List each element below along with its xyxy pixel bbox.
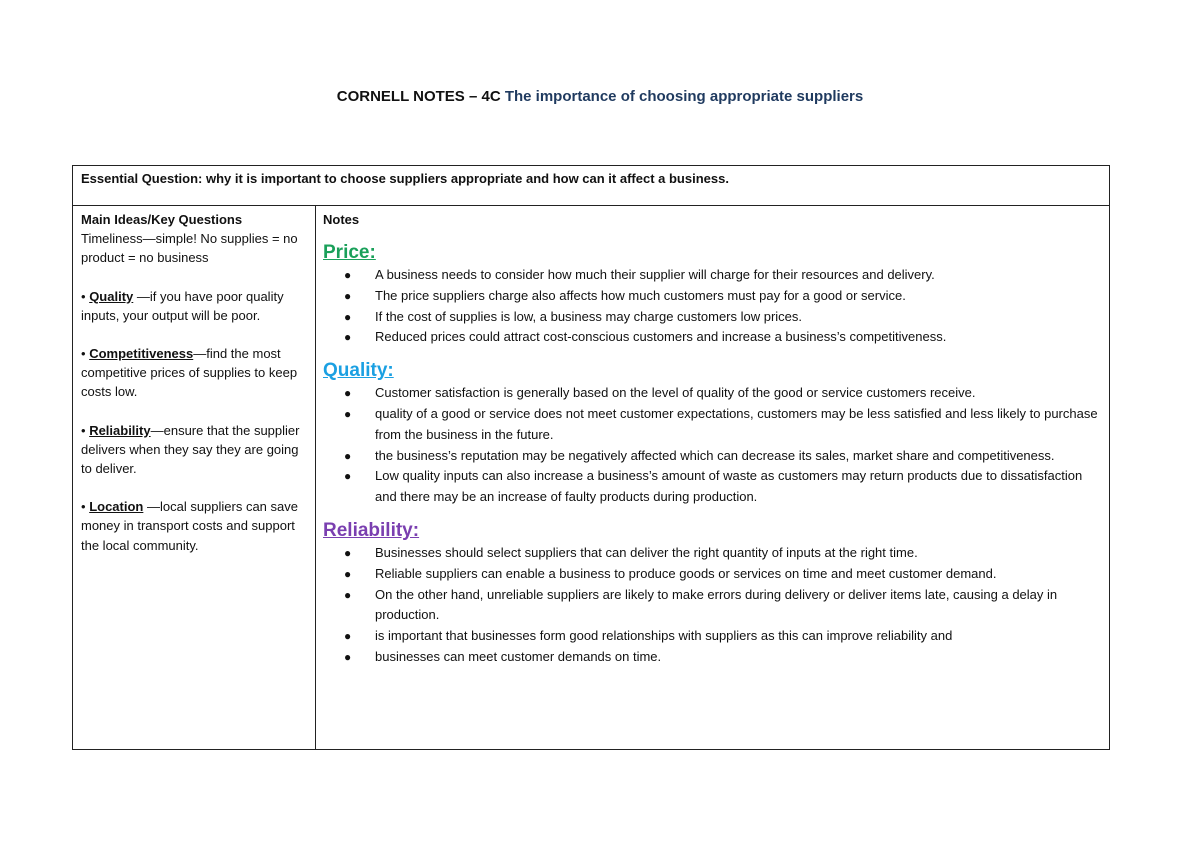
bullet-icon: ●	[344, 386, 352, 401]
key-idea-location	[81, 497, 307, 555]
list-item	[323, 543, 1103, 564]
key-idea-keyword: Competitiveness	[89, 346, 194, 362]
list-item	[323, 446, 1103, 467]
timeliness-intro: Timeliness—simple! No supplies = no product = no business	[81, 231, 298, 266]
list-item-text: The price suppliers charge also affects how much customers must pay for a good or service.	[375, 287, 906, 303]
list-item	[323, 564, 1103, 585]
key-idea-text: —local suppliers can save money in transport costs and support the local community.	[81, 499, 298, 553]
list-item	[323, 286, 1103, 307]
page-title	[0, 88, 1200, 105]
bullet-icon: ●	[344, 469, 352, 484]
title-rest: The importance of choosing appropriate suppliers	[500, 88, 864, 105]
key-idea-text: —ensure that the supplier delivers when they say they are going to deliver.	[81, 422, 300, 477]
list-item-text: Reduced prices could attract cost-conscious customers and increase a business’s competitiveness.	[375, 329, 947, 345]
list-item-text: is important that businesses form good relationships with suppliers as this can improve reliability and	[375, 628, 953, 644]
list-item	[323, 404, 1103, 446]
bullet-icon: ●	[344, 309, 352, 324]
reliability-bullet-list	[323, 543, 1103, 668]
section-heading-reliability: Reliability:	[323, 519, 420, 541]
bullet: •	[81, 288, 86, 304]
main-ideas-header: Main Ideas/Key Questions	[81, 212, 243, 227]
notes-column	[323, 210, 1103, 668]
list-item	[323, 265, 1103, 286]
bullet-icon: ●	[344, 268, 352, 282]
section-heading-quality: Quality:	[323, 360, 394, 382]
bullet: •	[81, 499, 86, 515]
list-item-text: If the cost of supplies is low, a business may charge customers low prices.	[375, 308, 803, 324]
list-item-text: Low quality inputs can also increase a business’s amount of waste as customers may return products due to dissatisfaction and there may be an increase of faulty products during production.	[375, 468, 1083, 505]
bullet: •	[81, 422, 86, 438]
bullet-icon: ●	[344, 406, 352, 421]
list-item	[323, 383, 1103, 404]
price-bullet-list	[323, 265, 1103, 348]
bullet: •	[81, 346, 86, 362]
key-idea-competitiveness	[81, 344, 307, 402]
list-item-text: On the other hand, unreliable suppliers are likely to make errors during delivery or deliver items late, causing a delay in production.	[375, 586, 1058, 623]
section-heading-price: Price:	[323, 242, 376, 263]
list-item-text: Businesses should select suppliers that can deliver the right quantity of inputs at the right time.	[375, 544, 918, 560]
notes-header: Notes	[323, 212, 360, 227]
key-idea-text: —if you have poor quality inputs, your output will be poor.	[81, 288, 284, 323]
title-prefix: CORNELL NOTES – 4C	[336, 88, 501, 105]
bullet-icon: ●	[344, 566, 352, 581]
bullet-icon: ●	[344, 330, 352, 345]
list-item	[323, 647, 1103, 668]
list-item-text: the business’s reputation may be negatively affected which can decrease its sales, market share and competitiveness.	[375, 447, 1055, 463]
key-idea-keyword: Reliability	[89, 422, 151, 438]
list-item	[323, 307, 1103, 328]
quality-bullet-list	[323, 383, 1103, 508]
list-item-text: quality of a good or service does not meet customer expectations, customers may be less satisfied and less likely to purchase from the business in the future.	[375, 405, 1098, 442]
list-item-text: businesses can meet customer demands on time.	[375, 648, 662, 664]
list-item-text: Customer satisfaction is generally based on the level of quality of the good or service customers receive.	[375, 385, 976, 401]
key-idea-keyword: Quality	[89, 288, 134, 304]
bullet-icon: ●	[344, 587, 352, 602]
main-ideas-column	[81, 210, 307, 555]
list-item	[323, 466, 1103, 508]
bullet-icon: ●	[344, 649, 352, 664]
bullet-icon: ●	[344, 448, 352, 463]
bullet-icon: ●	[344, 629, 352, 644]
list-item	[323, 327, 1103, 348]
key-idea-keyword: Location	[89, 499, 144, 515]
list-item	[323, 585, 1103, 627]
key-idea-text: —find the most competitive prices of supplies to keep costs low.	[81, 346, 298, 400]
list-item-text: Reliable suppliers can enable a business to produce goods or services on time and meet customer demand.	[375, 565, 997, 581]
column-divider	[315, 206, 316, 749]
bullet-icon: ●	[344, 288, 352, 303]
list-item	[323, 626, 1103, 647]
bullet-icon: ●	[344, 545, 352, 560]
key-idea-quality	[81, 287, 307, 325]
list-item-text: A business needs to consider how much their supplier will charge for their resources and delivery.	[375, 267, 935, 282]
cornell-notes-table	[72, 165, 1110, 750]
key-idea-reliability	[81, 421, 307, 479]
essential-question: Essential Question: why it is important to choose suppliers appropriate and how can it affect a business.	[73, 166, 1109, 206]
